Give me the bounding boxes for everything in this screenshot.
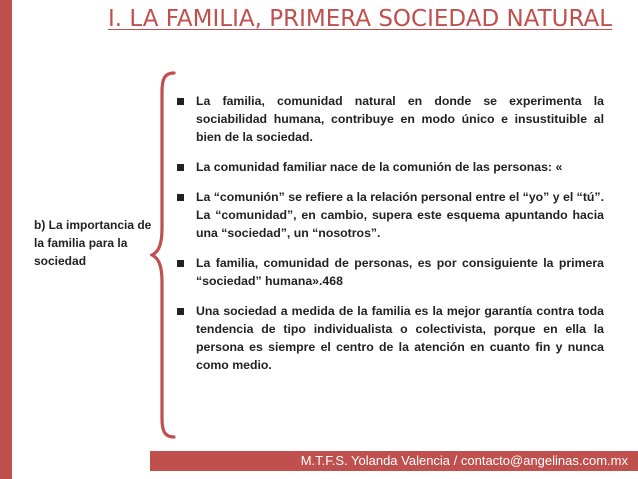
bullet-item bbox=[176, 302, 604, 374]
bullet-text: Una sociedad a medida de la familia es la mejor garantía contra toda tendencia de tipo individualista o colectivista, porque en ella la persona es siempre el centro de la atención en cuanto fin y nunca como medio. bbox=[196, 304, 604, 372]
square-bullet-icon bbox=[177, 164, 184, 171]
square-bullet-icon bbox=[177, 308, 184, 315]
square-bullet-icon bbox=[177, 194, 184, 201]
bullet-text: La comunidad familiar nace de la comunión de las personas: « bbox=[196, 160, 563, 174]
square-bullet-icon bbox=[177, 260, 184, 267]
bullet-text: La familia, comunidad natural en donde se experimenta la sociabilidad humana, contribuye en modo único e insustituible al bien de la sociedad. bbox=[196, 94, 604, 144]
bullet-list bbox=[176, 92, 604, 386]
footer-credit: M.T.F.S. Yolanda Valencia / contacto@angelinas.com.mx bbox=[150, 451, 638, 471]
left-accent-bar bbox=[0, 0, 12, 479]
bullet-text: La familia, comunidad de personas, es por consiguiente la primera “sociedad” humana».468 bbox=[196, 256, 604, 288]
bullet-item bbox=[176, 254, 604, 290]
square-bullet-icon bbox=[177, 98, 184, 105]
bullet-item bbox=[176, 188, 604, 242]
slide-title: I. LA FAMILIA, PRIMERA SOCIEDAD NATURAL bbox=[108, 6, 613, 32]
bullet-item bbox=[176, 92, 604, 146]
bullet-text: La “comunión” se refiere a la relación personal entre el “yo” y el “tú”. La “comunidad”, en cambio, supera este esquema apuntando hacia una “sociedad”, un “nosotros”. bbox=[196, 190, 604, 240]
side-label: b) La importancia de la familia para la sociedad bbox=[34, 218, 152, 268]
bullet-item bbox=[176, 158, 604, 176]
